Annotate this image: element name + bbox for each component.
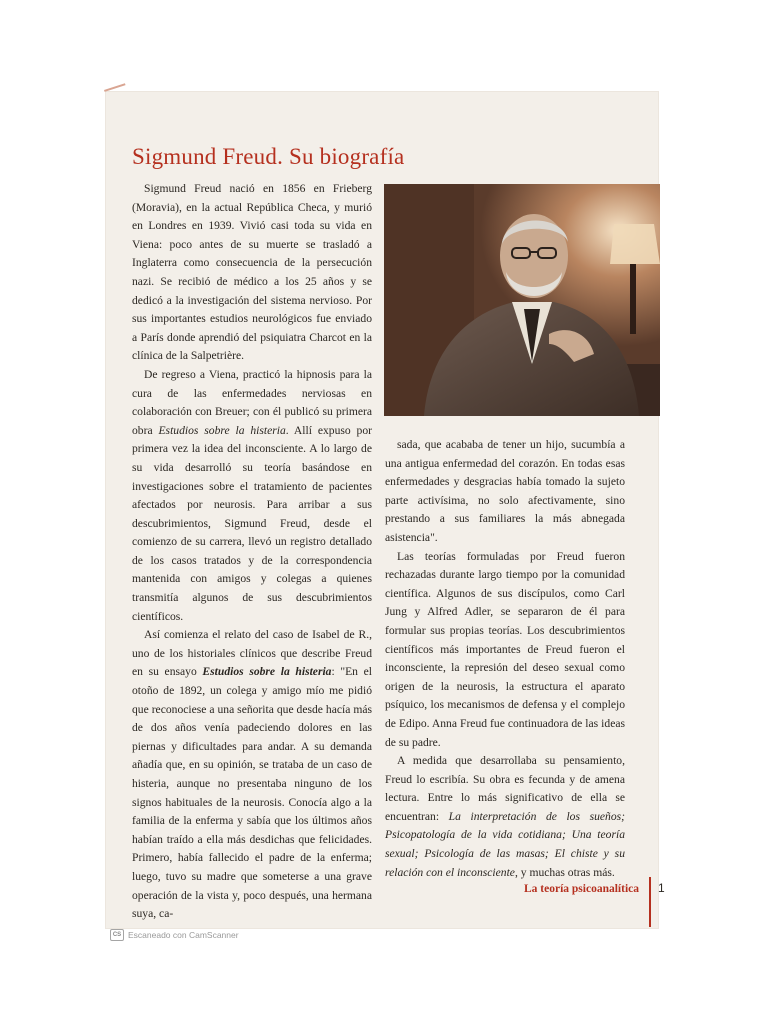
paragraph (385, 548, 625, 753)
paragraph (385, 752, 625, 882)
text-run: A medida que desarrollaba su pensamiento, Freud lo escribía. Su obra es fecunda y de amena lectura. Entre lo más significativo de ella se encuentran: (385, 754, 625, 823)
text-run: , y muchas otras más. (514, 865, 615, 879)
paragraph (132, 626, 372, 924)
text-run: Sigmund Freud nació en 1856 en Frieberg (Moravia), en la actual República Checa, y murió en Londres en 1939. Vivió casi toda su vida en Viena: poco antes de su muerte se trasladó a Inglaterra como consecuencia de la persecución nazi. Se recibió de médico a los 25 años y se dedicó a la investigación del sistema nervioso. Por sus importantes estudios neurológicos fue enviado a París donde aprendió del psiquiatra Charcot en la clínica de la Salpetrière. (132, 182, 372, 363)
text-run: Estudios sobre la histeria (158, 423, 286, 437)
page-number: 1 (658, 881, 665, 895)
scanner-label: Escaneado con CamScanner (128, 930, 239, 940)
text-run: Las teorías formuladas por Freud fueron rechazadas durante largo tiempo por la comunidad científica. Algunos de sus discípulos, como Carl Jung y Alfred Adler, se separaron de él para formular sus propias teorías. Los descubrimientos científicos más importantes de Freud fueron el inconsciente, la represión del deseo sexual como origen de la neurosis, la estructura el aparato psíquico, los mecanismos de defensa y el complejo de Edipo. Anna Freud fue continuadora de las ideas de su padre. (385, 549, 625, 749)
book-page (106, 92, 665, 928)
footer-section-label: La teoría psicoanalítica (524, 883, 639, 895)
text-run: : "En el otoño de 1892, un colega y amigo mío me pidió que reconociese a una señorita que desde hacía más de dos años venía padeciendo dolores en las piernas y dificultades para andar. A su demanda añadía que, en su opinión, se trataba de un caso de histeria, aunque no presentaba ninguno de los signos habituales de la neurosis. Conocía algo a la familia de la enferma y sabía que los últimos años habían traído a ella más desdichas que felicidades. Primero, había fallecido el padre de la enferma; luego, tuvo su madre que someterse a una grave operación de la vista y, poco después, una hermana suya, ca- (132, 665, 372, 921)
camscanner-icon: CS (110, 929, 124, 941)
text-run: Estudios sobre la histeria (202, 665, 332, 679)
corner-mark (104, 83, 129, 101)
text-run: sada, que acababa de tener un hijo, sucumbía a una antigua enfermedad del corazón. En todas esas enfermedades y desgracias había tomado la sujeto parte activísima, no solo afectivamente, sino prestando a sus familiares la más abnegada asistencia". (385, 438, 625, 544)
scanner-watermark (110, 929, 239, 941)
paragraph (132, 180, 372, 366)
right-text-column (385, 436, 625, 882)
bold-run (202, 665, 331, 678)
text-run: Así comienza el relato del caso de Isabel de R., uno de los historiales clínicos que describe Freud en su ensayo (132, 628, 372, 679)
footer-divider (649, 877, 651, 927)
page-title: Sigmund Freud. Su biografía (132, 144, 405, 169)
paragraph (132, 366, 372, 626)
left-text-column (132, 180, 372, 924)
text-run: La interpretación de los sueños; Psicopatología de la vida cotidiana; Una teoría sexual; Psicología de las masas; El chiste y su relación con el inconsciente (385, 809, 625, 879)
paragraph (385, 436, 625, 548)
text-run: . Allí expuso por primera vez la idea del inconsciente. A lo largo de su vida desarrolló su teoría basándose en investigaciones sobre el tratamiento de pacientes afectados por neurosis. Para arribar a sus descubrimientos, Sigmund Freud, desde el comienzo de su carrera, llevó un registro detallado de los casos tratados y de la correspondencia mantenida con amigos y colegas a quienes transmitía algunos de sus descubrimientos científicos. (132, 423, 372, 623)
freud-portrait-photo (384, 184, 660, 416)
text-run: De regreso a Viena, practicó la hipnosis para la cura de las enfermedades nerviosas en colaboración con Breuer; con él publicó su primera obra (132, 367, 372, 437)
freud-portrait-illustration (384, 184, 660, 416)
